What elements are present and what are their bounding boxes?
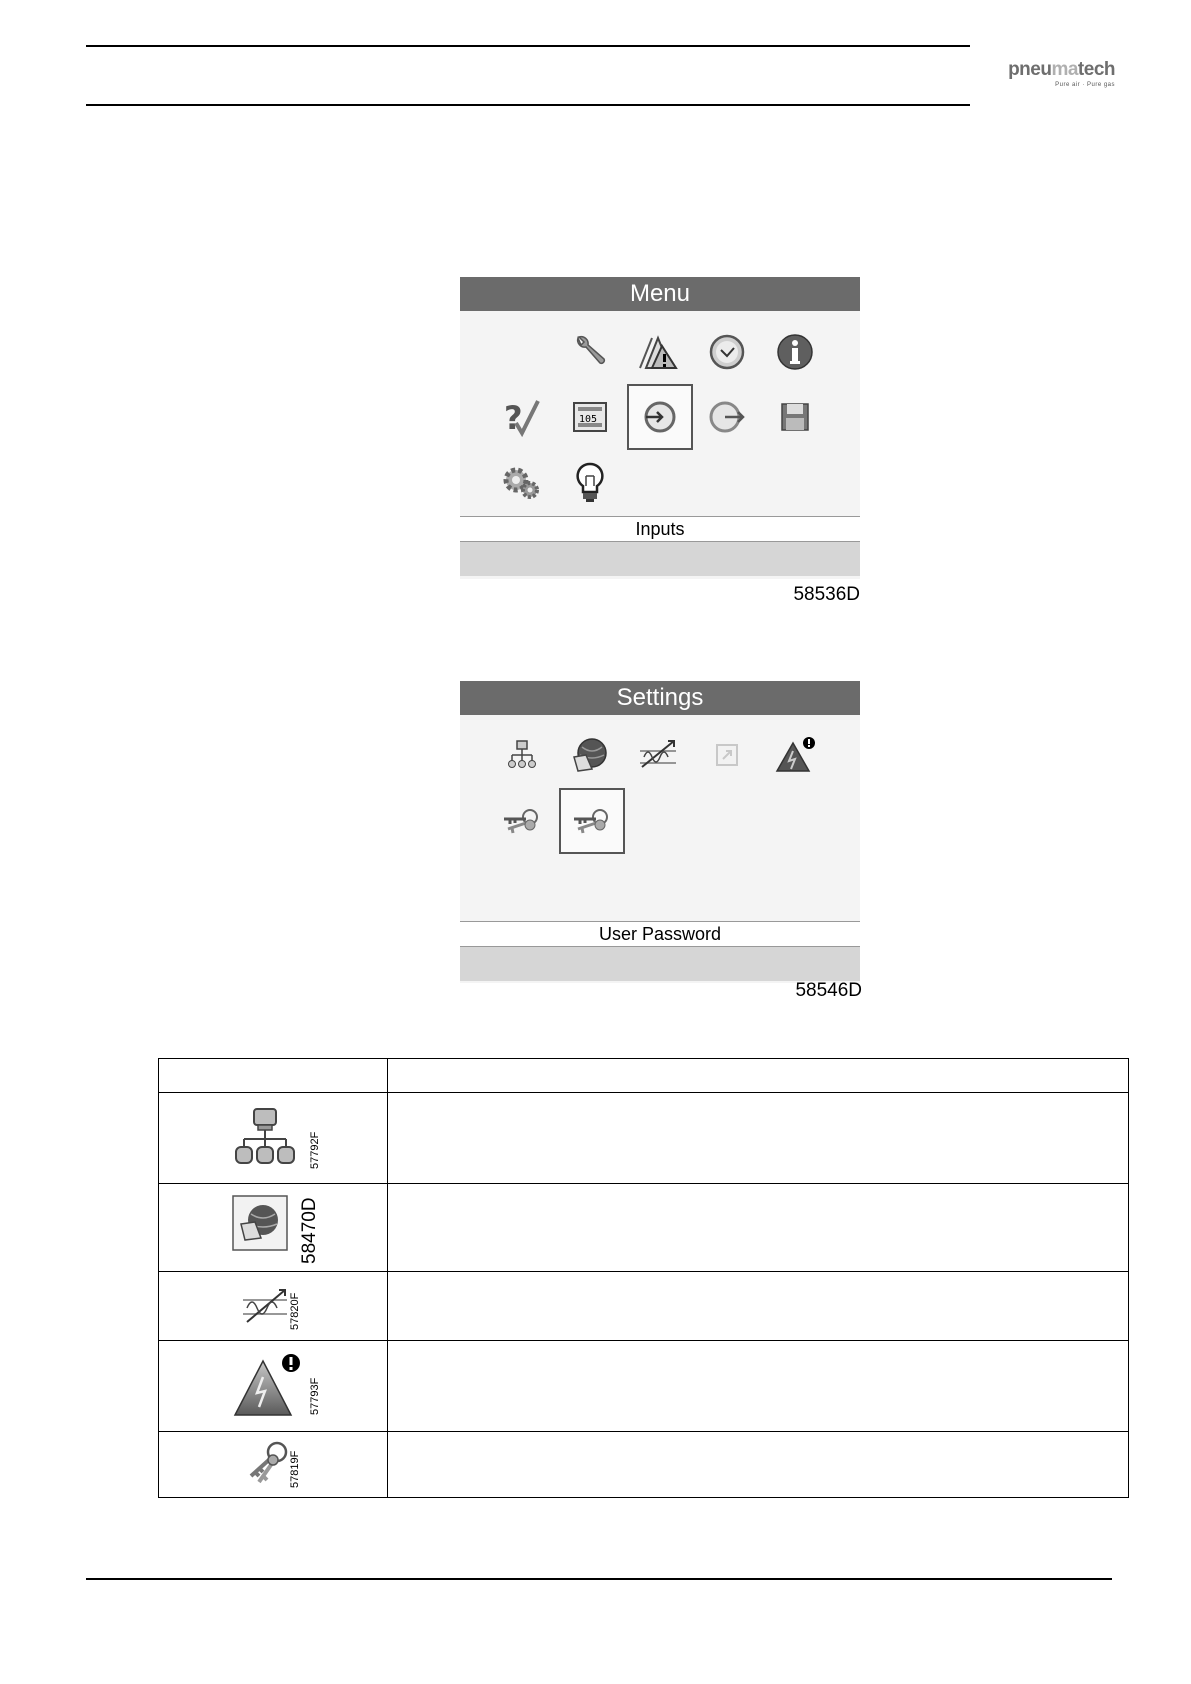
table-description-cell — [388, 1272, 1129, 1341]
table-row — [159, 1184, 1129, 1272]
network-icon — [234, 1107, 298, 1169]
menu-screen — [460, 277, 860, 579]
menu-selected-label: Inputs — [460, 516, 860, 542]
settings-status-bar — [460, 947, 860, 981]
table-row — [159, 1272, 1129, 1341]
svg-text:?: ? — [504, 399, 523, 437]
icon-code: 58470D — [299, 1197, 320, 1264]
keys-icon — [245, 1440, 291, 1486]
globe-folder-icon — [231, 1194, 289, 1252]
info-icon[interactable] — [764, 321, 826, 383]
menu-status-bar — [460, 542, 860, 576]
wrench-icon[interactable] — [559, 321, 621, 383]
warnings-icon[interactable] — [627, 321, 689, 383]
globe-folder-icon[interactable] — [559, 724, 621, 786]
table-row — [159, 1093, 1129, 1184]
icon-code: 57793F — [309, 1377, 321, 1415]
header-rule-top — [86, 45, 970, 47]
icon-code: 57820F — [289, 1292, 301, 1330]
footer-rule — [86, 1578, 1112, 1580]
regulation-icon[interactable] — [627, 724, 689, 786]
network-icon[interactable] — [491, 724, 553, 786]
icon-code: 57819F — [289, 1450, 301, 1488]
question-check-icon[interactable] — [491, 386, 553, 448]
keys-icon[interactable] — [491, 790, 553, 852]
table-description-cell — [388, 1184, 1129, 1272]
clock-icon[interactable] — [696, 321, 758, 383]
header-rule-bottom — [86, 104, 970, 106]
settings-screen-title: Settings — [460, 681, 860, 715]
save-icon[interactable] — [764, 386, 826, 448]
table-header-row — [159, 1059, 1129, 1093]
settings-figure-code: 58546D — [795, 980, 862, 1001]
brand-logo: pneumatech Pure air · Pure gas — [995, 60, 1115, 90]
regulation-icon — [241, 1286, 291, 1326]
svg-text:105: 105 — [579, 414, 598, 425]
settings-screen — [460, 681, 860, 983]
gear-icon[interactable] — [491, 451, 553, 513]
menu-screen-title: Menu — [460, 277, 860, 311]
alarm-mountain-icon[interactable] — [764, 724, 826, 786]
table-description-cell — [388, 1432, 1129, 1498]
table-description-cell — [388, 1341, 1129, 1432]
bulb-icon[interactable] — [559, 451, 621, 513]
table-row — [159, 1432, 1129, 1498]
keys-icon[interactable] — [561, 790, 623, 852]
settings-selected-label: User Password — [460, 921, 860, 947]
outputs-icon[interactable] — [696, 386, 758, 448]
counter-icon[interactable] — [559, 386, 621, 448]
icon-code: 57792F — [309, 1131, 321, 1169]
table-description-cell — [388, 1093, 1129, 1184]
alarm-mountain-icon — [233, 1353, 303, 1417]
menu-figure-code: 58536D — [793, 584, 860, 605]
brand-tagline: Pure air · Pure gas — [1055, 82, 1115, 88]
table-row — [159, 1341, 1129, 1432]
table-header-cell — [388, 1059, 1129, 1093]
disabled-icon[interactable] — [696, 724, 758, 786]
icon-table — [158, 1058, 1129, 1498]
inputs-icon[interactable] — [629, 386, 691, 448]
table-header-cell — [159, 1059, 388, 1093]
